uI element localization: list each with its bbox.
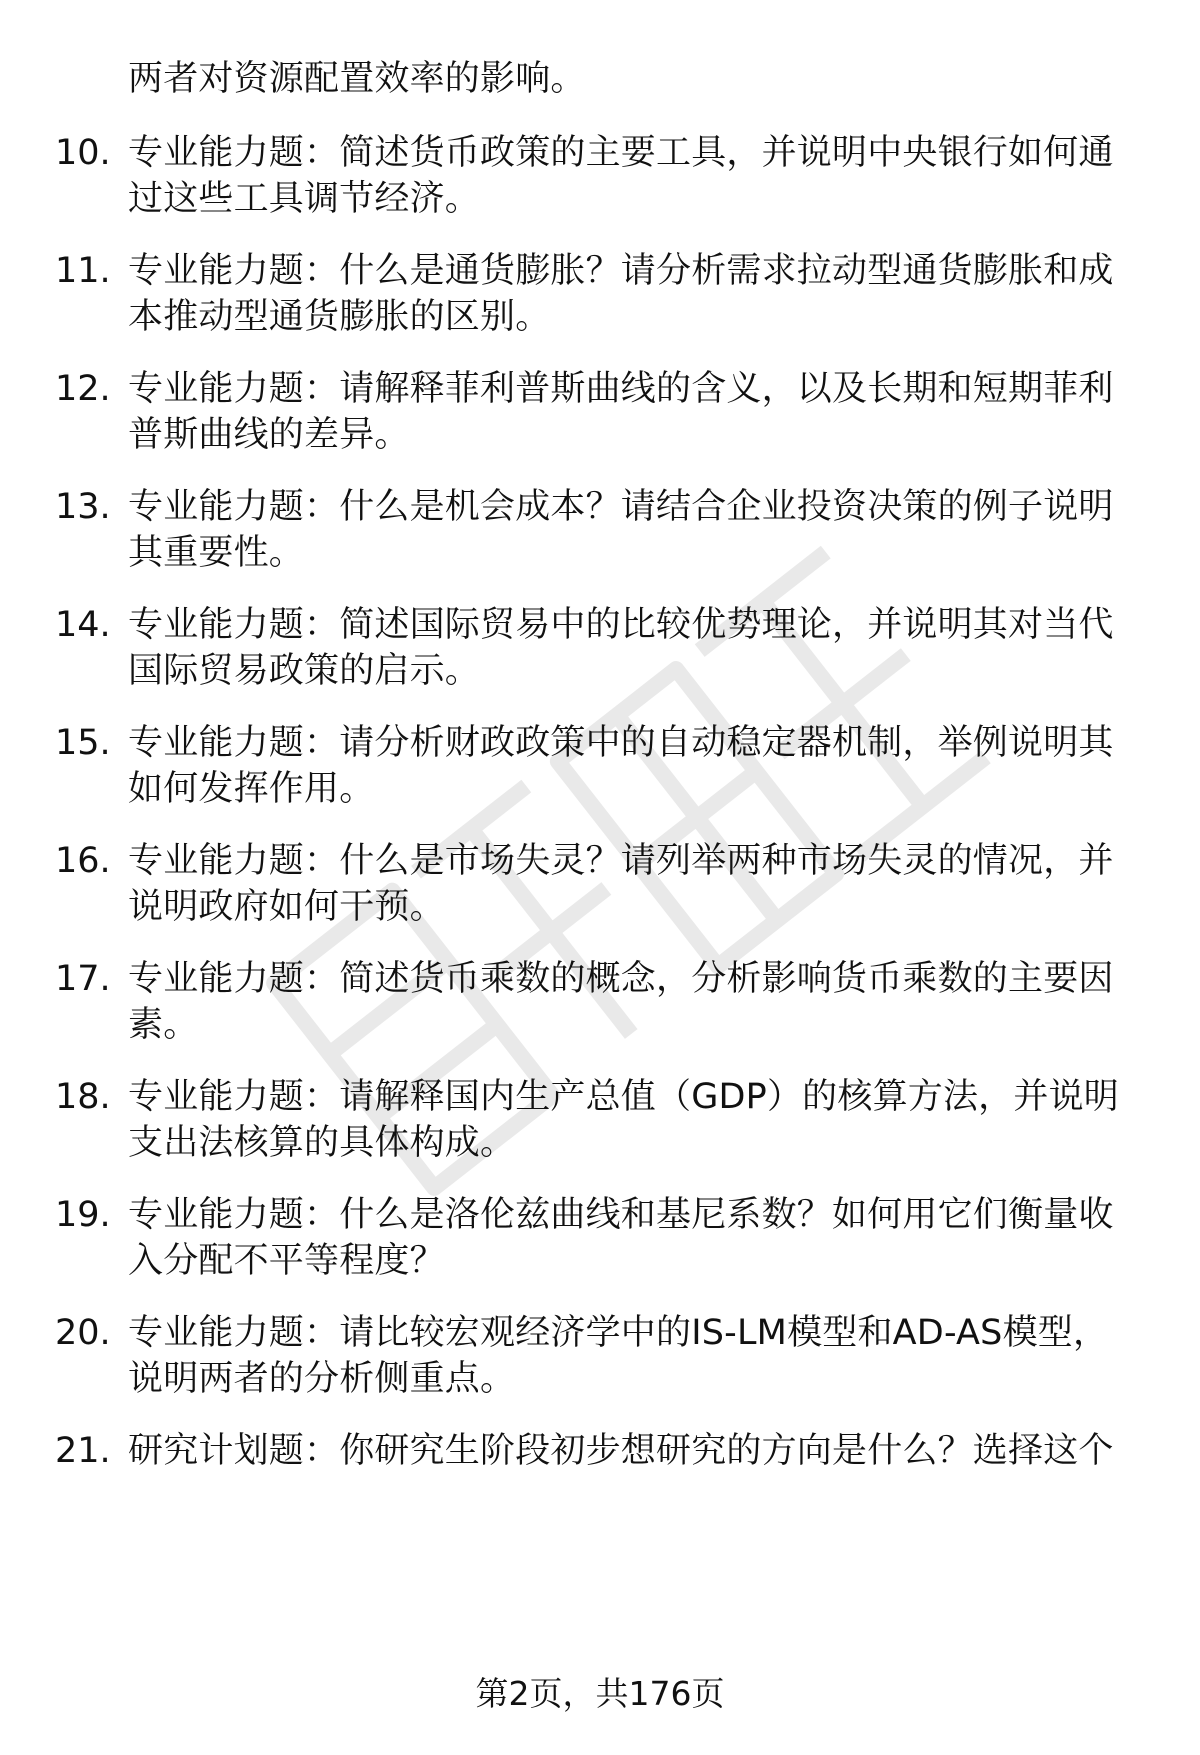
question-text-line2: 入分配不平等程度？ bbox=[128, 1241, 445, 1281]
question-text-line2: 过这些工具调节经济。 bbox=[128, 179, 481, 219]
question-number: 21. bbox=[55, 1431, 111, 1471]
question-text-line2: 普斯曲线的差异。 bbox=[128, 415, 410, 455]
question-text-line1: 专业能力题：什么是通货膨胀？请分析需求拉动型通货膨胀和成 bbox=[128, 251, 1114, 291]
question-text-line2: 如何发挥作用。 bbox=[128, 769, 375, 809]
question-text-line2: 其重要性。 bbox=[128, 533, 305, 573]
question-number: 17. bbox=[55, 959, 111, 999]
question-number: 15. bbox=[55, 723, 111, 763]
question-text-line1: 专业能力题：请分析财政政策中的自动稳定器机制，举例说明其 bbox=[128, 723, 1114, 763]
question-text-line2: 素。 bbox=[128, 1005, 199, 1045]
question-number: 16. bbox=[55, 841, 111, 881]
question-text-line2: 说明政府如何干预。 bbox=[128, 887, 445, 927]
question-text-line2: 国际贸易政策的启示。 bbox=[128, 651, 481, 691]
question-number: 12. bbox=[55, 369, 111, 409]
question-number: 11. bbox=[55, 251, 111, 291]
question-number: 19. bbox=[55, 1195, 111, 1235]
question-text-line1: 专业能力题：请比较宏观经济学中的IS-LM模型和AD-AS模型， bbox=[128, 1313, 1109, 1353]
continuation-line: 两者对资源配置效率的影响。 bbox=[128, 59, 586, 99]
question-number: 13. bbox=[55, 487, 111, 527]
question-text-line1: 专业能力题：简述货币政策的主要工具，并说明中央银行如何通 bbox=[128, 133, 1114, 173]
question-text-line1: 专业能力题：什么是洛伦兹曲线和基尼系数？如何用它们衡量收 bbox=[128, 1195, 1114, 1235]
question-text-line1: 专业能力题：什么是市场失灵？请列举两种市场失灵的情况，并 bbox=[128, 841, 1114, 881]
question-text-line2: 说明两者的分析侧重点。 bbox=[128, 1359, 516, 1399]
question-text-line1: 专业能力题：请解释国内生产总值（GDP）的核算方法，并说明 bbox=[128, 1077, 1119, 1117]
question-text-line1: 专业能力题：简述国际贸易中的比较优势理论，并说明其对当代 bbox=[128, 605, 1114, 645]
question-text-line1: 研究计划题：你研究生阶段初步想研究的方向是什么？选择这个 bbox=[128, 1431, 1114, 1471]
question-text-line2: 支出法核算的具体构成。 bbox=[128, 1123, 516, 1163]
question-number: 20. bbox=[55, 1313, 111, 1353]
question-text-line1: 专业能力题：什么是机会成本？请结合企业投资决策的例子说明 bbox=[128, 487, 1114, 527]
question-number: 14. bbox=[55, 605, 111, 645]
page-footer: 第2页，共176页 bbox=[475, 1674, 725, 1713]
question-number: 18. bbox=[55, 1077, 111, 1117]
question-text-line2: 本推动型通货膨胀的区别。 bbox=[128, 297, 551, 337]
question-number: 10. bbox=[55, 133, 111, 173]
question-text-line1: 专业能力题：简述货币乘数的概念，分析影响货币乘数的主要因 bbox=[128, 959, 1114, 999]
question-text-line1: 专业能力题：请解释菲利普斯曲线的含义，以及长期和短期菲利 bbox=[128, 369, 1114, 409]
